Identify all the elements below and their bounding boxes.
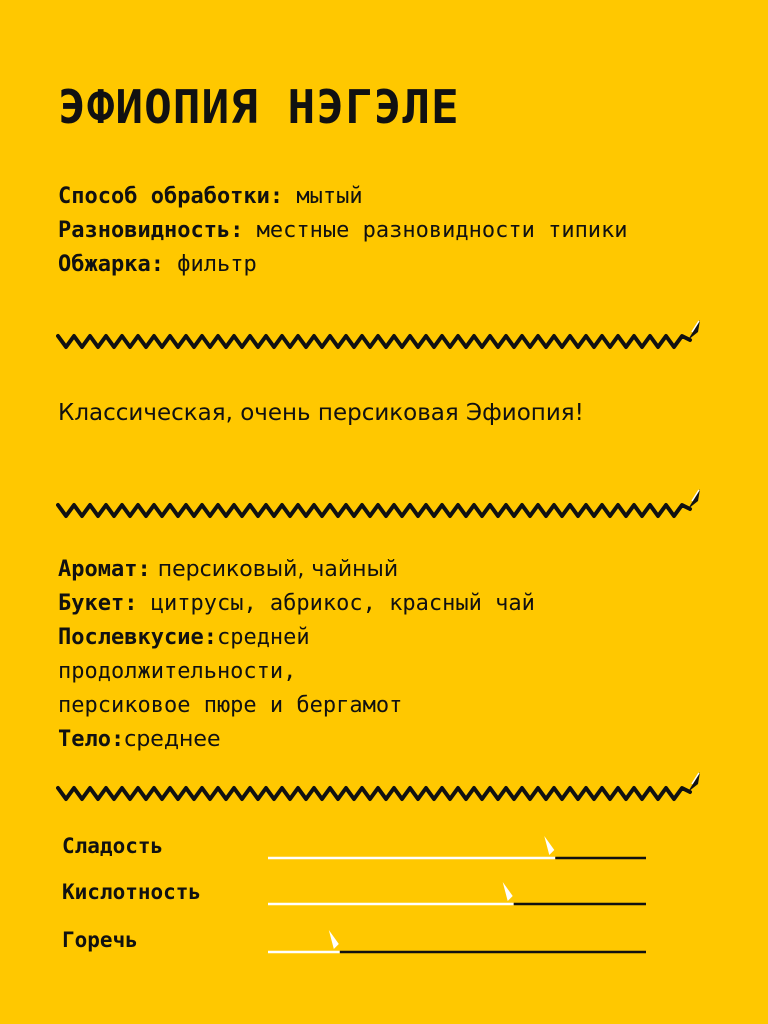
- profile-aroma: [58, 553, 398, 587]
- info-processing-key: Способ обработки:: [58, 184, 284, 209]
- info-roast-key: Обжарка:: [58, 252, 164, 277]
- bouquet-value: цитрусы, абрикос, красный чай: [137, 591, 535, 616]
- scale-label-bitterness: Горечь: [62, 928, 138, 952]
- aftertaste-value-1: средней: [216, 625, 310, 650]
- aroma-key: Аромат:: [58, 557, 151, 582]
- sweetness-scale: [268, 826, 646, 866]
- info-roast-value: фильтр: [163, 252, 257, 277]
- bouquet-key: Букет:: [58, 591, 138, 616]
- zigzag-divider-icon: [56, 487, 702, 527]
- description: Классическая, очень персиковая Эфиопия!: [58, 400, 584, 426]
- pencil-tip-icon: [329, 930, 339, 949]
- profile-bouquet: [58, 587, 535, 621]
- scale-label-sweetness: Сладость: [62, 834, 164, 858]
- page-title: ЭФИОПИЯ НЭГЭЛЕ: [58, 80, 460, 134]
- acidity-scale: [268, 872, 646, 912]
- info-processing: [58, 180, 363, 214]
- info-variety-key: Разновидность:: [58, 218, 244, 243]
- profile-body: [58, 723, 221, 757]
- scale-label-acidity: Кислотность: [62, 880, 202, 904]
- zigzag-divider-icon: [56, 318, 702, 358]
- zigzag-divider-icon: [56, 770, 702, 810]
- pencil-tip-icon: [544, 836, 554, 855]
- info-roast: [58, 248, 257, 282]
- aroma-value: персиковый, чайный: [150, 557, 399, 582]
- profile-aftertaste: [58, 621, 310, 655]
- body-value: среднее: [124, 727, 221, 752]
- pencil-tip-icon: [503, 882, 513, 901]
- aftertaste-value-2: продолжительности,: [58, 659, 297, 684]
- aftertaste-value-3: персиковое пюре и бергамот: [58, 693, 403, 718]
- info-variety-value: местные разновидности типики: [243, 218, 628, 243]
- body-key: Тело:: [58, 727, 125, 752]
- info-processing-value: мытый: [283, 184, 363, 209]
- aftertaste-key: Послевкусие:: [58, 625, 217, 650]
- bitterness-scale: [268, 920, 646, 960]
- info-variety: [58, 214, 628, 248]
